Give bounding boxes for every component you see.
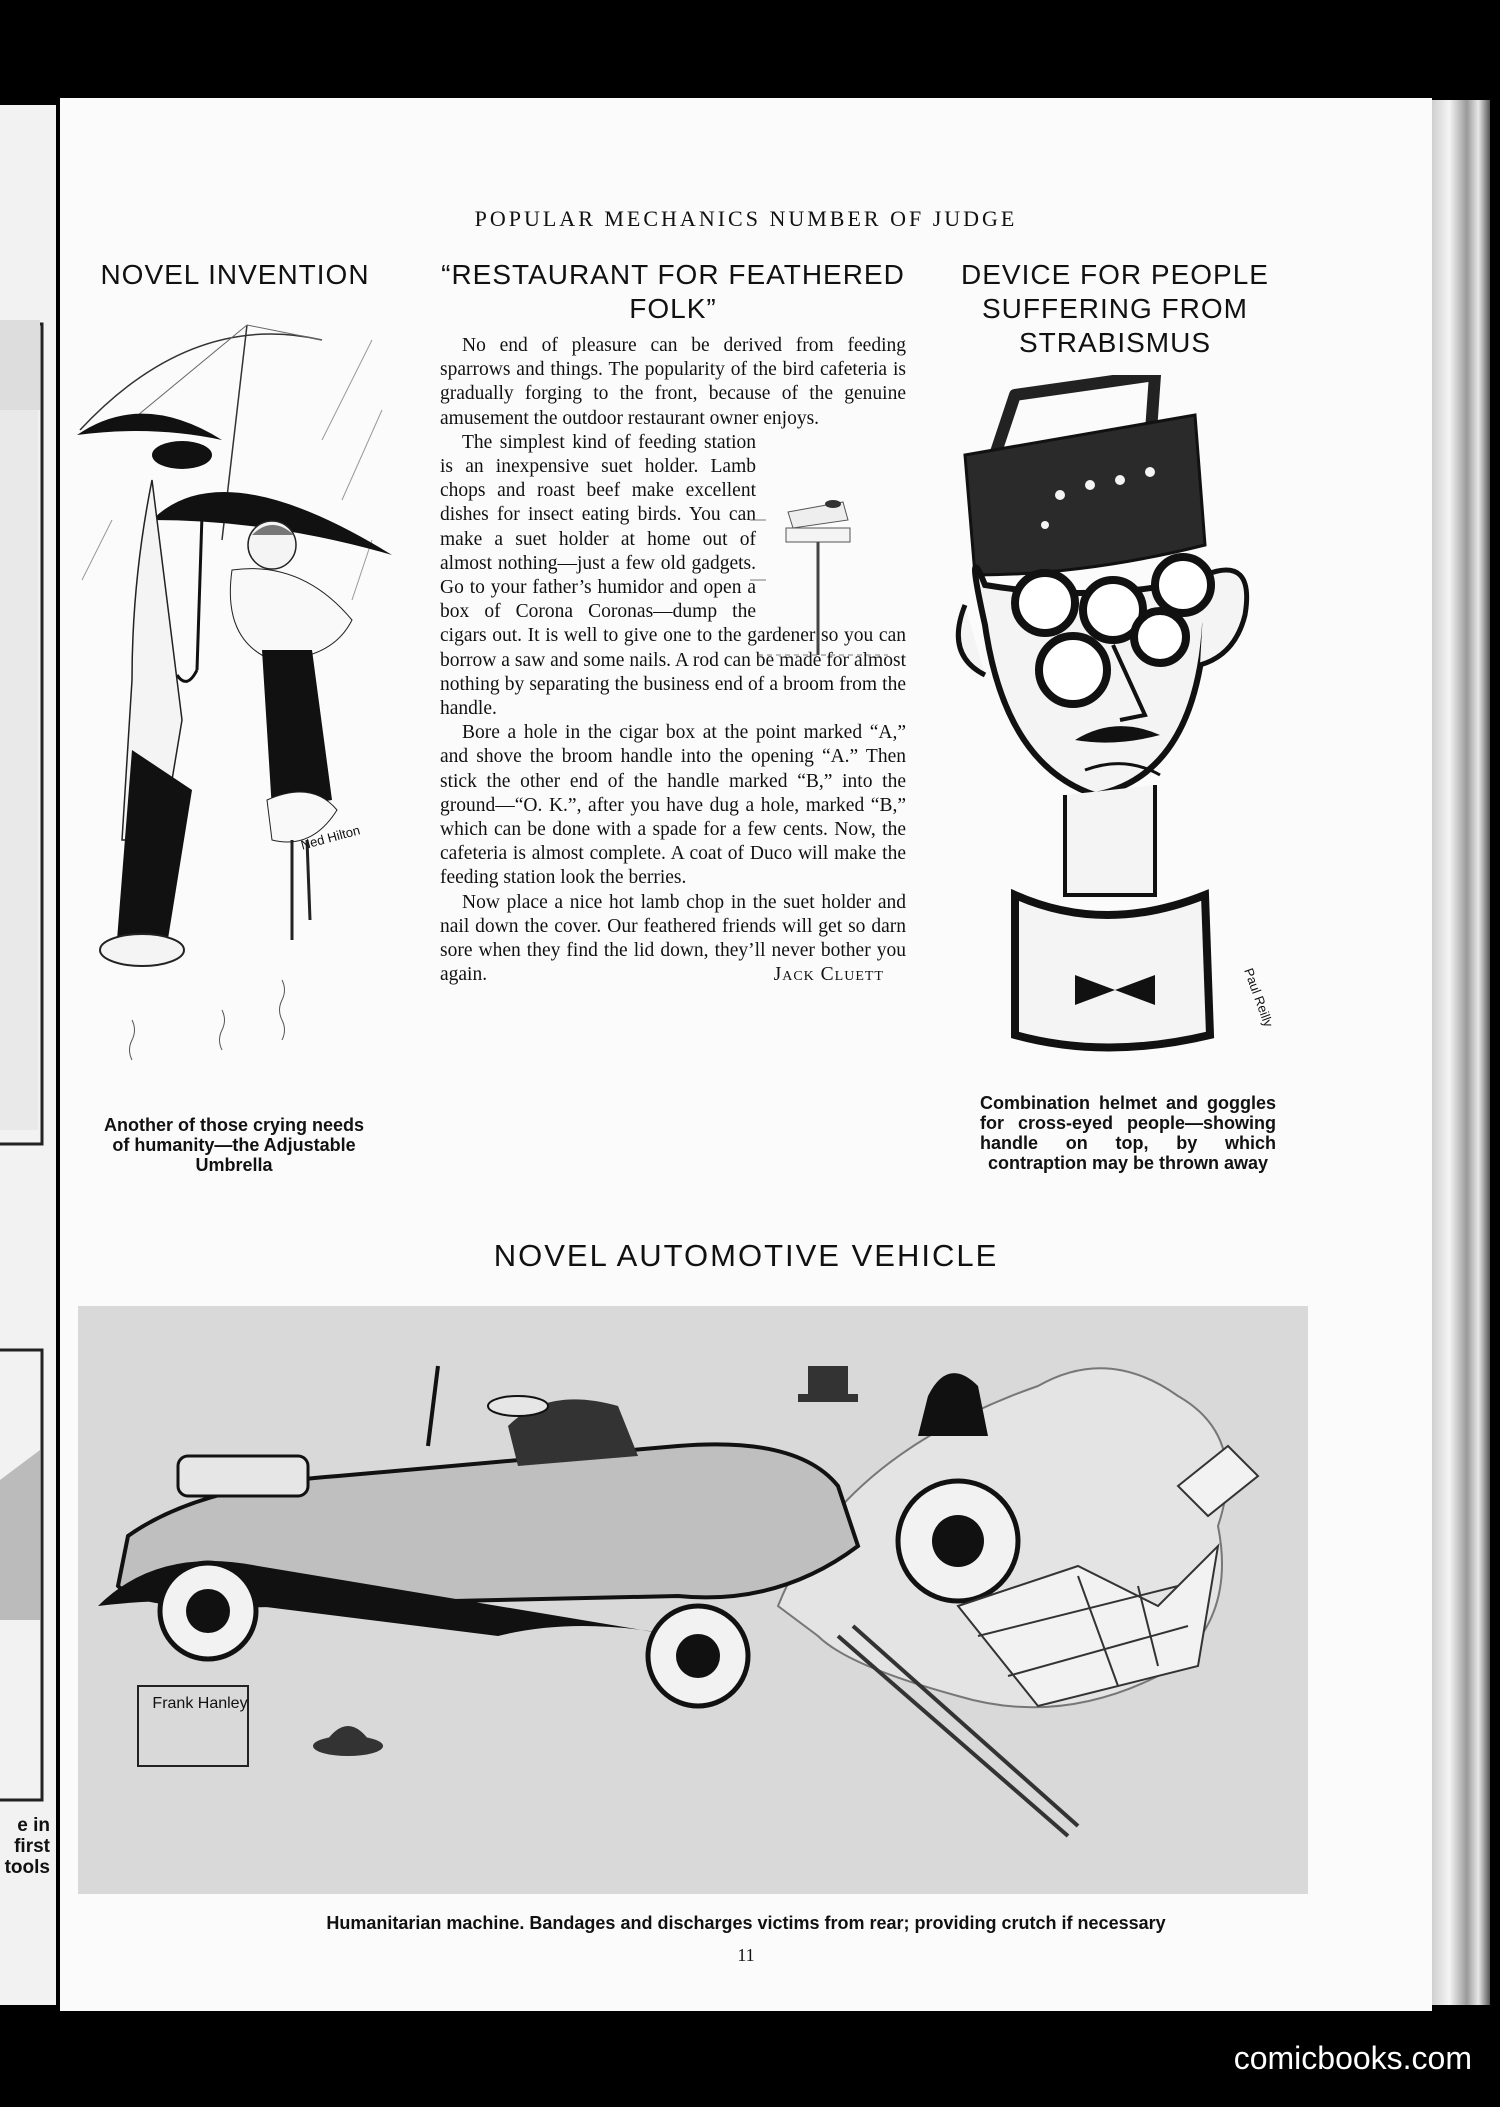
article-paragraph: Now place a nice hot lamb chop in the suet holder and nail down the cover. Our feathered friends will get so darn sore when they find the lid down, they’ll never bother you again. [440,891,906,986]
signature-paul-reilly: Paul Reilly [1241,966,1277,1029]
page-stack-edge [1432,100,1490,2005]
running-head: POPULAR MECHANICS NUMBER OF JUDGE [474,206,1018,231]
byline: Jack Cluett [773,964,884,986]
umbrella-cartoon [72,320,402,1100]
article-paragraph: Bore a hole in the cigar box at the point marked “A,” and shove the broom handle into the opening “A.” Then stick the other end of the handle marked “B,” into the ground—“O. K.”, after you have dug a hole, marked “B,” which can be done with a spade for a few cents. Now, the cafeteria is almost complete. A coat of Duco will make the feeding station look the berries. [440,722,906,889]
page-number: 11 [737,1945,755,1965]
article-paragraph: The simplest kind of feeding station is an inexpensive suet holder. Lamb chops and roast beef make excellent dishes for insect eating birds. You can make a suet holder at home out of almost nothing—just a few old gadgets. Go to your father’s humidor and open a box of Corona Coronas—dump the cigars out. It is well to give one to the gardener so you can borrow a saw and some nails. A rod can be made for almost nothing by separating the business end of a broom from the handle. [440,431,906,720]
left-page-panels [0,320,56,1820]
automobile-cartoon [78,1306,1308,1894]
left-page-text [0,1815,50,1878]
signature-frank-hanley: Frank Hanley [152,1695,248,1712]
left-column-caption: Another of those crying needs of humanity—the Adjustable Umbrella [103,1115,365,1175]
left-page-line: tools [4,1857,50,1878]
bottom-caption: Humanitarian machine. Bandages and discharges victims from rear; providing crutch if necessary [326,1913,1166,1933]
signature-ned-hilton: Ned Hilton [299,822,362,853]
bottom-heading: NOVEL AUTOMOTIVE VEHICLE [493,1238,999,1273]
middle-column-heading: “RESTAURANT FOR FEATHERED FOLK” [441,259,905,324]
left-column-heading: NOVEL INVENTION [100,259,370,290]
left-page-line: e in [17,1815,50,1836]
strabismus-cartoon [945,375,1315,1075]
left-page-line: first [14,1836,50,1857]
right-column-heading: DEVICE FOR PEOPLE SUFFERING FROM STRABISMUS [961,259,1269,358]
bird-feeder-diagram [748,490,898,670]
right-column-caption: Combination helmet and goggles for cross-eyed people—showing handle on top, by which contraption may be thrown away [980,1093,1276,1173]
watermark: comicbooks.com [1233,2040,1472,2076]
article-paragraph: No end of pleasure can be derived from feeding sparrows and things. The popularity of the bird cafeteria is gradually forging to the front, because of the genuine amusement the outdoor restaurant owner enjoys. [440,335,906,429]
